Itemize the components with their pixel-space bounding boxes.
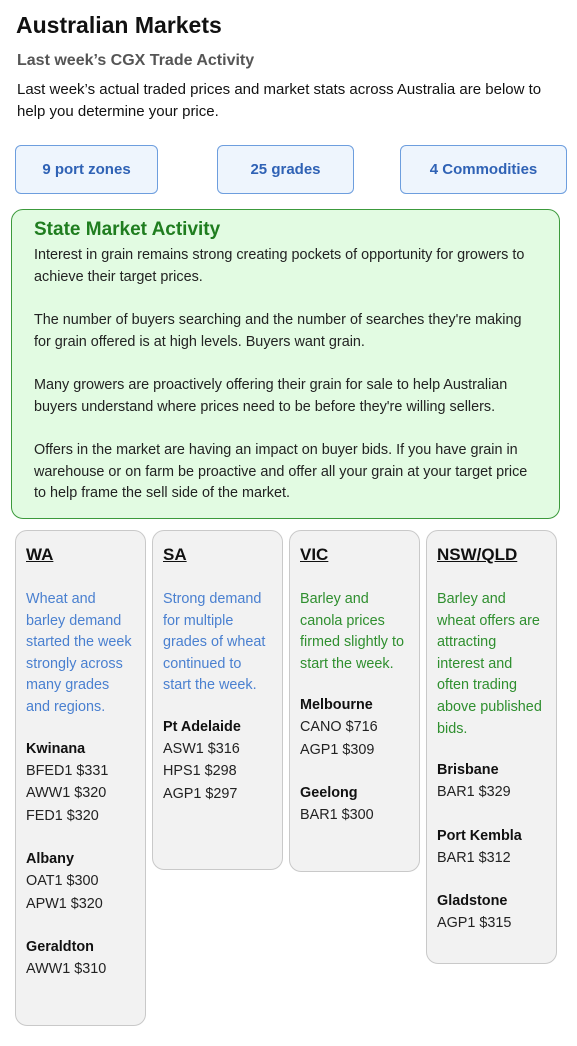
port-block: [26, 739, 135, 828]
port-name: Gladstone: [437, 893, 508, 910]
port-name: Geelong: [300, 785, 358, 802]
port-block: [300, 695, 409, 761]
grade-price: FED1 $320: [26, 807, 99, 824]
port-name: Pt Adelaide: [163, 718, 241, 735]
region-description: Barley and wheat offers are attracting interest and often trading above published bids.: [437, 591, 542, 737]
region-title: NSW/QLD: [437, 545, 518, 564]
port-block: [26, 849, 135, 915]
grade-price: AWW1 $320: [26, 785, 107, 802]
grade-price: HPS1 $298: [163, 763, 237, 780]
region-title: WA: [26, 545, 54, 564]
region-title: VIC: [300, 545, 329, 564]
region-description: Barley and canola prices firmed slightly to start the week.: [300, 591, 404, 672]
region-card-nsw-qld: [426, 530, 557, 964]
port-block: [437, 760, 546, 804]
grade-price: ASW1 $316: [163, 740, 240, 757]
port-block: [26, 937, 135, 981]
region-description: Wheat and barley demand started the week strongly across many grades and regions.: [26, 591, 132, 715]
grade-price: CANO $716: [300, 719, 378, 736]
grade-price: OAT1 $300: [26, 873, 99, 890]
port-block: [163, 717, 272, 806]
port-name: Brisbane: [437, 762, 499, 779]
state-market-paragraph: Many growers are proactively offering their grain for sale to help Australian buyers understand where prices need to be before they're willing sellers.: [34, 377, 508, 415]
region-card-vic: [289, 530, 420, 872]
grades-button[interactable]: 25 grades: [217, 145, 354, 194]
port-block: [300, 783, 409, 827]
grade-price: AWW1 $310: [26, 961, 107, 978]
port-zones-button[interactable]: 9 port zones: [15, 145, 158, 194]
state-market-title: State Market Activity: [34, 219, 221, 240]
grade-price: BAR1 $300: [300, 807, 374, 824]
intro-text: Last week’s actual traded prices and market stats across Australia are below to help you determine your price.: [17, 81, 542, 120]
grade-price: AGP1 $315: [437, 915, 512, 932]
page-title: Australian Markets: [16, 12, 222, 38]
port-name: Melbourne: [300, 697, 373, 714]
region-card-wa: [15, 530, 146, 1026]
port-block: [437, 891, 546, 935]
port-name: Albany: [26, 851, 74, 868]
grade-price: BAR1 $329: [437, 784, 511, 801]
state-market-paragraph: Offers in the market are having an impact on buyer bids. If you have grain in warehouse or on farm be proactive and offer all your grain at your target price to help frame the sell side of the market.: [34, 442, 528, 501]
grade-price: AGP1 $309: [300, 741, 375, 758]
page-subtitle: Last week’s CGX Trade Activity: [17, 52, 255, 69]
commodities-button[interactable]: 4 Commodities: [400, 145, 567, 194]
region-description: Strong demand for multiple grades of wheat continued to start the week.: [163, 591, 266, 694]
state-market-paragraph: Interest in grain remains strong creating pockets of opportunity for growers to achieve their target prices.: [34, 247, 525, 285]
region-card-sa: [152, 530, 283, 870]
port-name: Geraldton: [26, 939, 94, 956]
region-title: SA: [163, 545, 187, 564]
state-market-activity-panel: [11, 209, 560, 519]
port-name: Port Kembla: [437, 827, 522, 844]
state-market-paragraph: The number of buyers searching and the number of searches they're making for grain offered is at high levels. Buyers want grain.: [34, 312, 522, 350]
port-name: Kwinana: [26, 740, 86, 757]
grade-price: BFED1 $331: [26, 762, 109, 779]
grade-price: APW1 $320: [26, 895, 103, 912]
grade-price: AGP1 $297: [163, 785, 238, 802]
port-block: [437, 826, 546, 870]
grade-price: BAR1 $312: [437, 849, 511, 866]
